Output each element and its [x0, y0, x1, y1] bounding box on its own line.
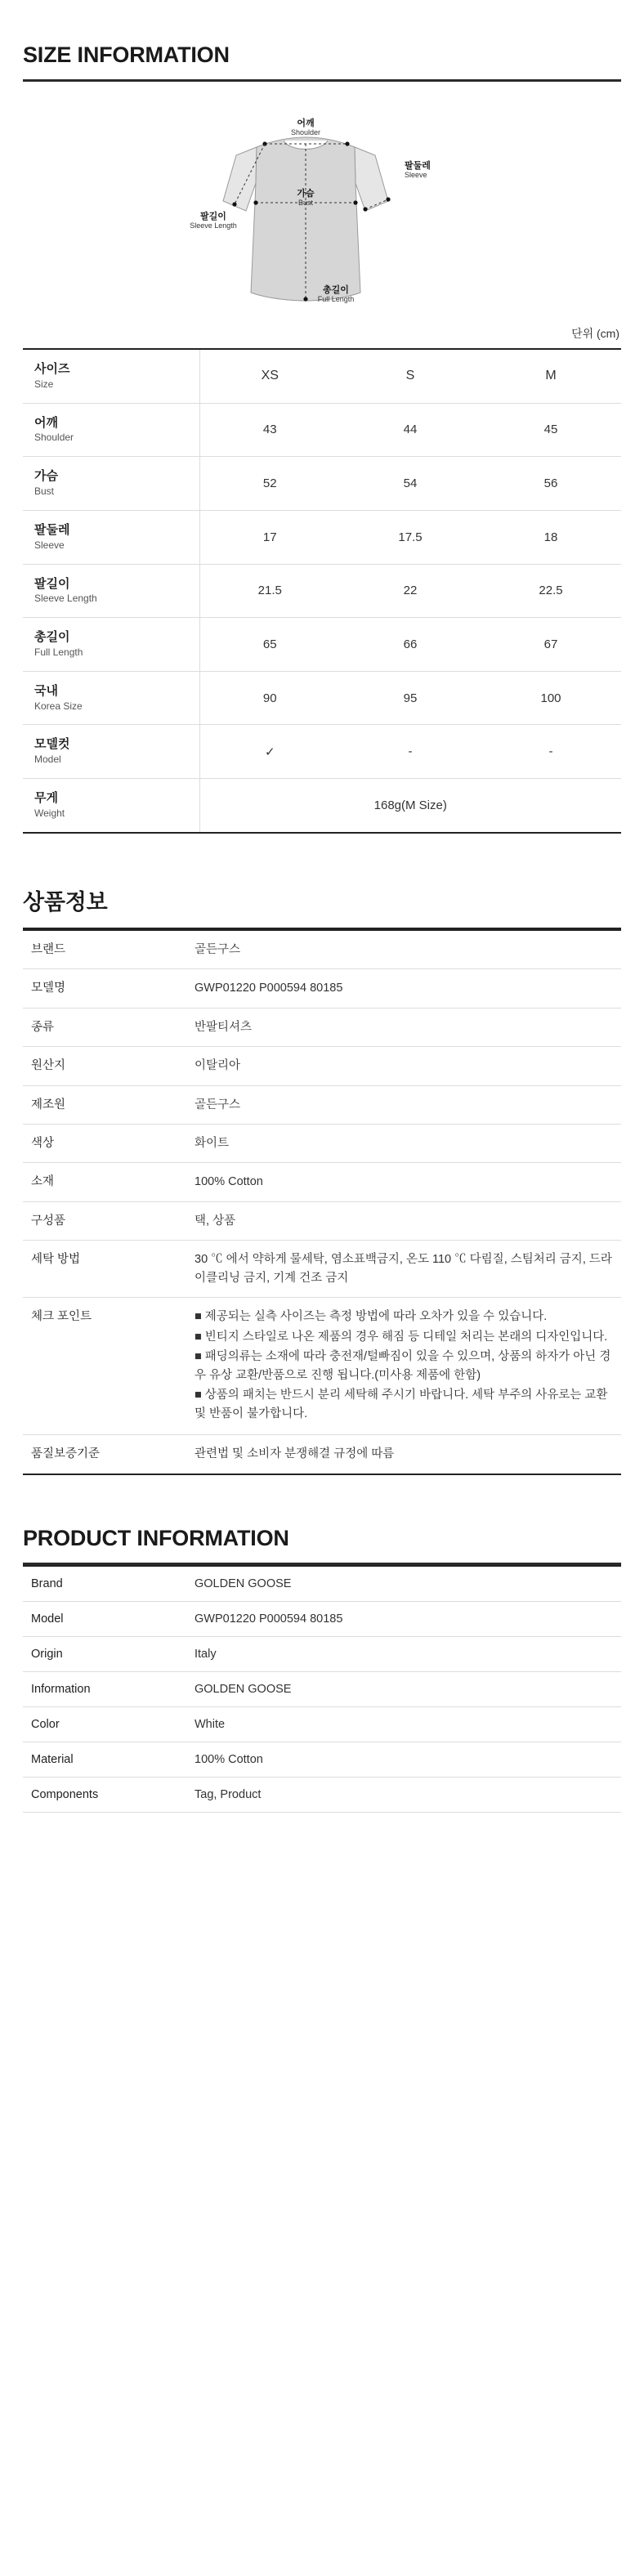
table-row	[23, 1777, 621, 1812]
info-value: 골든구스	[186, 1085, 621, 1124]
table-row	[23, 725, 621, 779]
svg-text:Bust: Bust	[297, 199, 314, 207]
size-row-label	[23, 349, 199, 403]
page-root	[0, 42, 644, 1813]
size-column-s: S	[340, 349, 481, 403]
info-label: 브랜드	[23, 930, 186, 969]
cell-value: 17	[199, 510, 340, 564]
check-point-item: ■ 빈티지 스타일로 나온 제품의 경우 해짐 등 디테일 처리는 본래의 디자인입니다.	[195, 1330, 608, 1344]
info-value: 100% Cotton	[186, 1163, 621, 1201]
table-row	[23, 1124, 621, 1162]
info-label: Color	[23, 1706, 186, 1742]
cell-value: 67	[481, 618, 621, 672]
size-column-xs: XS	[199, 349, 340, 403]
info-label: 제조원	[23, 1085, 186, 1124]
cell-value: 43	[199, 403, 340, 457]
check-point-label: 체크 포인트	[23, 1298, 186, 1435]
cell-value: 52	[199, 457, 340, 511]
measure-label-shoulder	[23, 403, 199, 457]
measure-label-en: Bust	[34, 485, 55, 498]
table-row	[23, 1008, 621, 1046]
measure-label-kr: 무게	[34, 791, 58, 805]
info-label: Model	[23, 1601, 186, 1636]
info-value: GOLDEN GOOSE	[186, 1566, 621, 1602]
measure-label-kr: 어깨	[34, 415, 58, 430]
size-table	[23, 348, 621, 834]
info-label: Origin	[23, 1636, 186, 1671]
cell-value: 65	[199, 618, 340, 672]
cell-value: 100	[481, 671, 621, 725]
table-row	[23, 1163, 621, 1201]
table-row	[23, 1671, 621, 1706]
check-point-item: ■ 제공되는 실측 사이즈는 측정 방법에 따라 오차가 있을 수 있습니다.	[195, 1310, 548, 1324]
cell-value: 22.5	[481, 564, 621, 618]
cell-value: 66	[340, 618, 481, 672]
svg-text:총길이: 총길이	[323, 285, 349, 295]
info-value: GOLDEN GOOSE	[186, 1671, 621, 1706]
info-value: 화이트	[186, 1124, 621, 1162]
check-point-list	[186, 1298, 621, 1435]
measure-label-en: Sleeve	[34, 539, 65, 551]
table-row	[23, 969, 621, 1008]
info-label: Material	[23, 1742, 186, 1777]
cell-value: 56	[481, 457, 621, 511]
info-value: 30 ℃ 에서 약하게 물세탁, 염소표백금지, 온도 110 ℃ 다림질, 스팀처리 금지, 드라이클리닝 금지, 기계 건조 금지	[186, 1241, 621, 1298]
table-row-weight	[23, 779, 621, 833]
table-row	[23, 1742, 621, 1777]
cell-value: 17.5	[340, 510, 481, 564]
size-information-title: SIZE INFORMATION	[23, 42, 230, 67]
table-row	[23, 1085, 621, 1124]
info-label: 구성품	[23, 1201, 186, 1240]
measure-label-kr: 팔둘레	[34, 522, 70, 537]
table-row	[23, 1601, 621, 1636]
table-row	[23, 1706, 621, 1742]
check-point-item: ■ 패딩의류는 소재에 따라 충전재/털빠짐이 있을 수 있으며, 상품의 하자가 아닌 경우 유상 교환/반품으로 진행 됩니다.(미사용 제품에 한함)	[195, 1350, 611, 1382]
measure-label-en: Sleeve Length	[34, 593, 97, 605]
measure-label-sleeve-length	[23, 564, 199, 618]
info-label: 품질보증기준	[23, 1435, 186, 1474]
table-row	[23, 618, 621, 672]
table-row	[23, 1201, 621, 1240]
cell-value: 18	[481, 510, 621, 564]
table-row	[23, 1566, 621, 1602]
tshirt-diagram-svg	[187, 105, 457, 317]
cell-value: -	[340, 725, 481, 779]
table-row	[23, 1047, 621, 1085]
info-value: 택, 상품	[186, 1201, 621, 1240]
info-label: 모델명	[23, 969, 186, 1008]
svg-text:Sleeve: Sleeve	[405, 171, 427, 179]
info-label: 세탁 방법	[23, 1241, 186, 1298]
size-row-label-kr: 사이즈	[34, 362, 70, 376]
info-value: Italy	[186, 1636, 621, 1671]
info-label: 종류	[23, 1008, 186, 1046]
cell-value: 44	[340, 403, 481, 457]
info-value: Tag, Product	[186, 1777, 621, 1812]
info-value: GWP01220 P000594 80185	[186, 969, 621, 1008]
table-row	[23, 564, 621, 618]
svg-text:가슴: 가슴	[297, 189, 315, 199]
table-row	[23, 403, 621, 457]
info-value: 이탈리아	[186, 1047, 621, 1085]
svg-text:팔길이: 팔길이	[200, 212, 226, 221]
table-row	[23, 1435, 621, 1474]
table-row	[23, 1241, 621, 1298]
info-value: 관련법 및 소비자 분쟁해결 규정에 따름	[186, 1435, 621, 1474]
measure-label-en: Model	[34, 754, 61, 766]
measure-label-kr: 국내	[34, 683, 58, 698]
measure-label-bust	[23, 457, 199, 511]
table-row	[23, 510, 621, 564]
cell-value: 95	[340, 671, 481, 725]
svg-text:Sleeve Length: Sleeve Length	[190, 221, 237, 230]
measure-label-korea-size	[23, 671, 199, 725]
svg-text:Full Length: Full Length	[317, 295, 355, 303]
table-row	[23, 1636, 621, 1671]
cell-value: 90	[199, 671, 340, 725]
measure-label-kr: 모델컷	[34, 737, 70, 752]
info-value: 골든구스	[186, 930, 621, 969]
cell-value: 54	[340, 457, 481, 511]
product-info-kr-table	[23, 929, 621, 1475]
size-column-m: M	[481, 349, 621, 403]
product-info-kr-title: 상품정보	[23, 889, 108, 915]
table-row	[23, 457, 621, 511]
table-row	[23, 930, 621, 969]
measure-label-full-length	[23, 618, 199, 672]
info-label: 색상	[23, 1124, 186, 1162]
info-value: White	[186, 1706, 621, 1742]
measure-label-model	[23, 725, 199, 779]
garment-measurement-diagram	[23, 82, 621, 322]
measure-label-en: Weight	[34, 807, 65, 819]
cell-value: 21.5	[199, 564, 340, 618]
cell-value: 45	[481, 403, 621, 457]
info-value: GWP01220 P000594 80185	[186, 1601, 621, 1636]
measure-label-en: Full Length	[34, 646, 83, 658]
info-value: 반팔티셔츠	[186, 1008, 621, 1046]
svg-text:어깨: 어깨	[297, 119, 315, 128]
unit-note: 단위 (cm)	[571, 327, 619, 340]
info-label: 소재	[23, 1163, 186, 1201]
measure-label-kr: 가슴	[34, 469, 58, 484]
measure-label-weight	[23, 779, 199, 833]
info-value: 100% Cotton	[186, 1742, 621, 1777]
cell-value-weight: 168g(M Size)	[199, 779, 621, 833]
measure-label-en: Korea Size	[34, 700, 83, 712]
check-point-item: ■ 상품의 패치는 반드시 분리 세탁해 주시기 바랍니다. 세탁 부주의 사유로는 교환 및 반품이 불가합니다.	[195, 1389, 608, 1420]
table-row	[23, 671, 621, 725]
measure-label-sleeve	[23, 510, 199, 564]
cell-value: ✓	[199, 725, 340, 779]
measure-label-kr: 팔길이	[34, 576, 70, 591]
size-row-label-en: Size	[34, 378, 54, 390]
product-info-en-title: PRODUCT INFORMATION	[23, 1525, 289, 1550]
info-label: 원산지	[23, 1047, 186, 1085]
info-label: Brand	[23, 1566, 186, 1602]
table-row-header	[23, 349, 621, 403]
measure-label-kr: 총길이	[34, 630, 70, 645]
table-row-check-point	[23, 1298, 621, 1435]
svg-text:팔둘레: 팔둘레	[405, 161, 431, 171]
measure-label-en: Shoulder	[34, 432, 74, 444]
info-label: Information	[23, 1671, 186, 1706]
product-info-en-table	[23, 1565, 621, 1813]
cell-value: 22	[340, 564, 481, 618]
cell-value: -	[481, 725, 621, 779]
svg-text:Shoulder: Shoulder	[290, 128, 321, 136]
info-label: Components	[23, 1777, 186, 1812]
